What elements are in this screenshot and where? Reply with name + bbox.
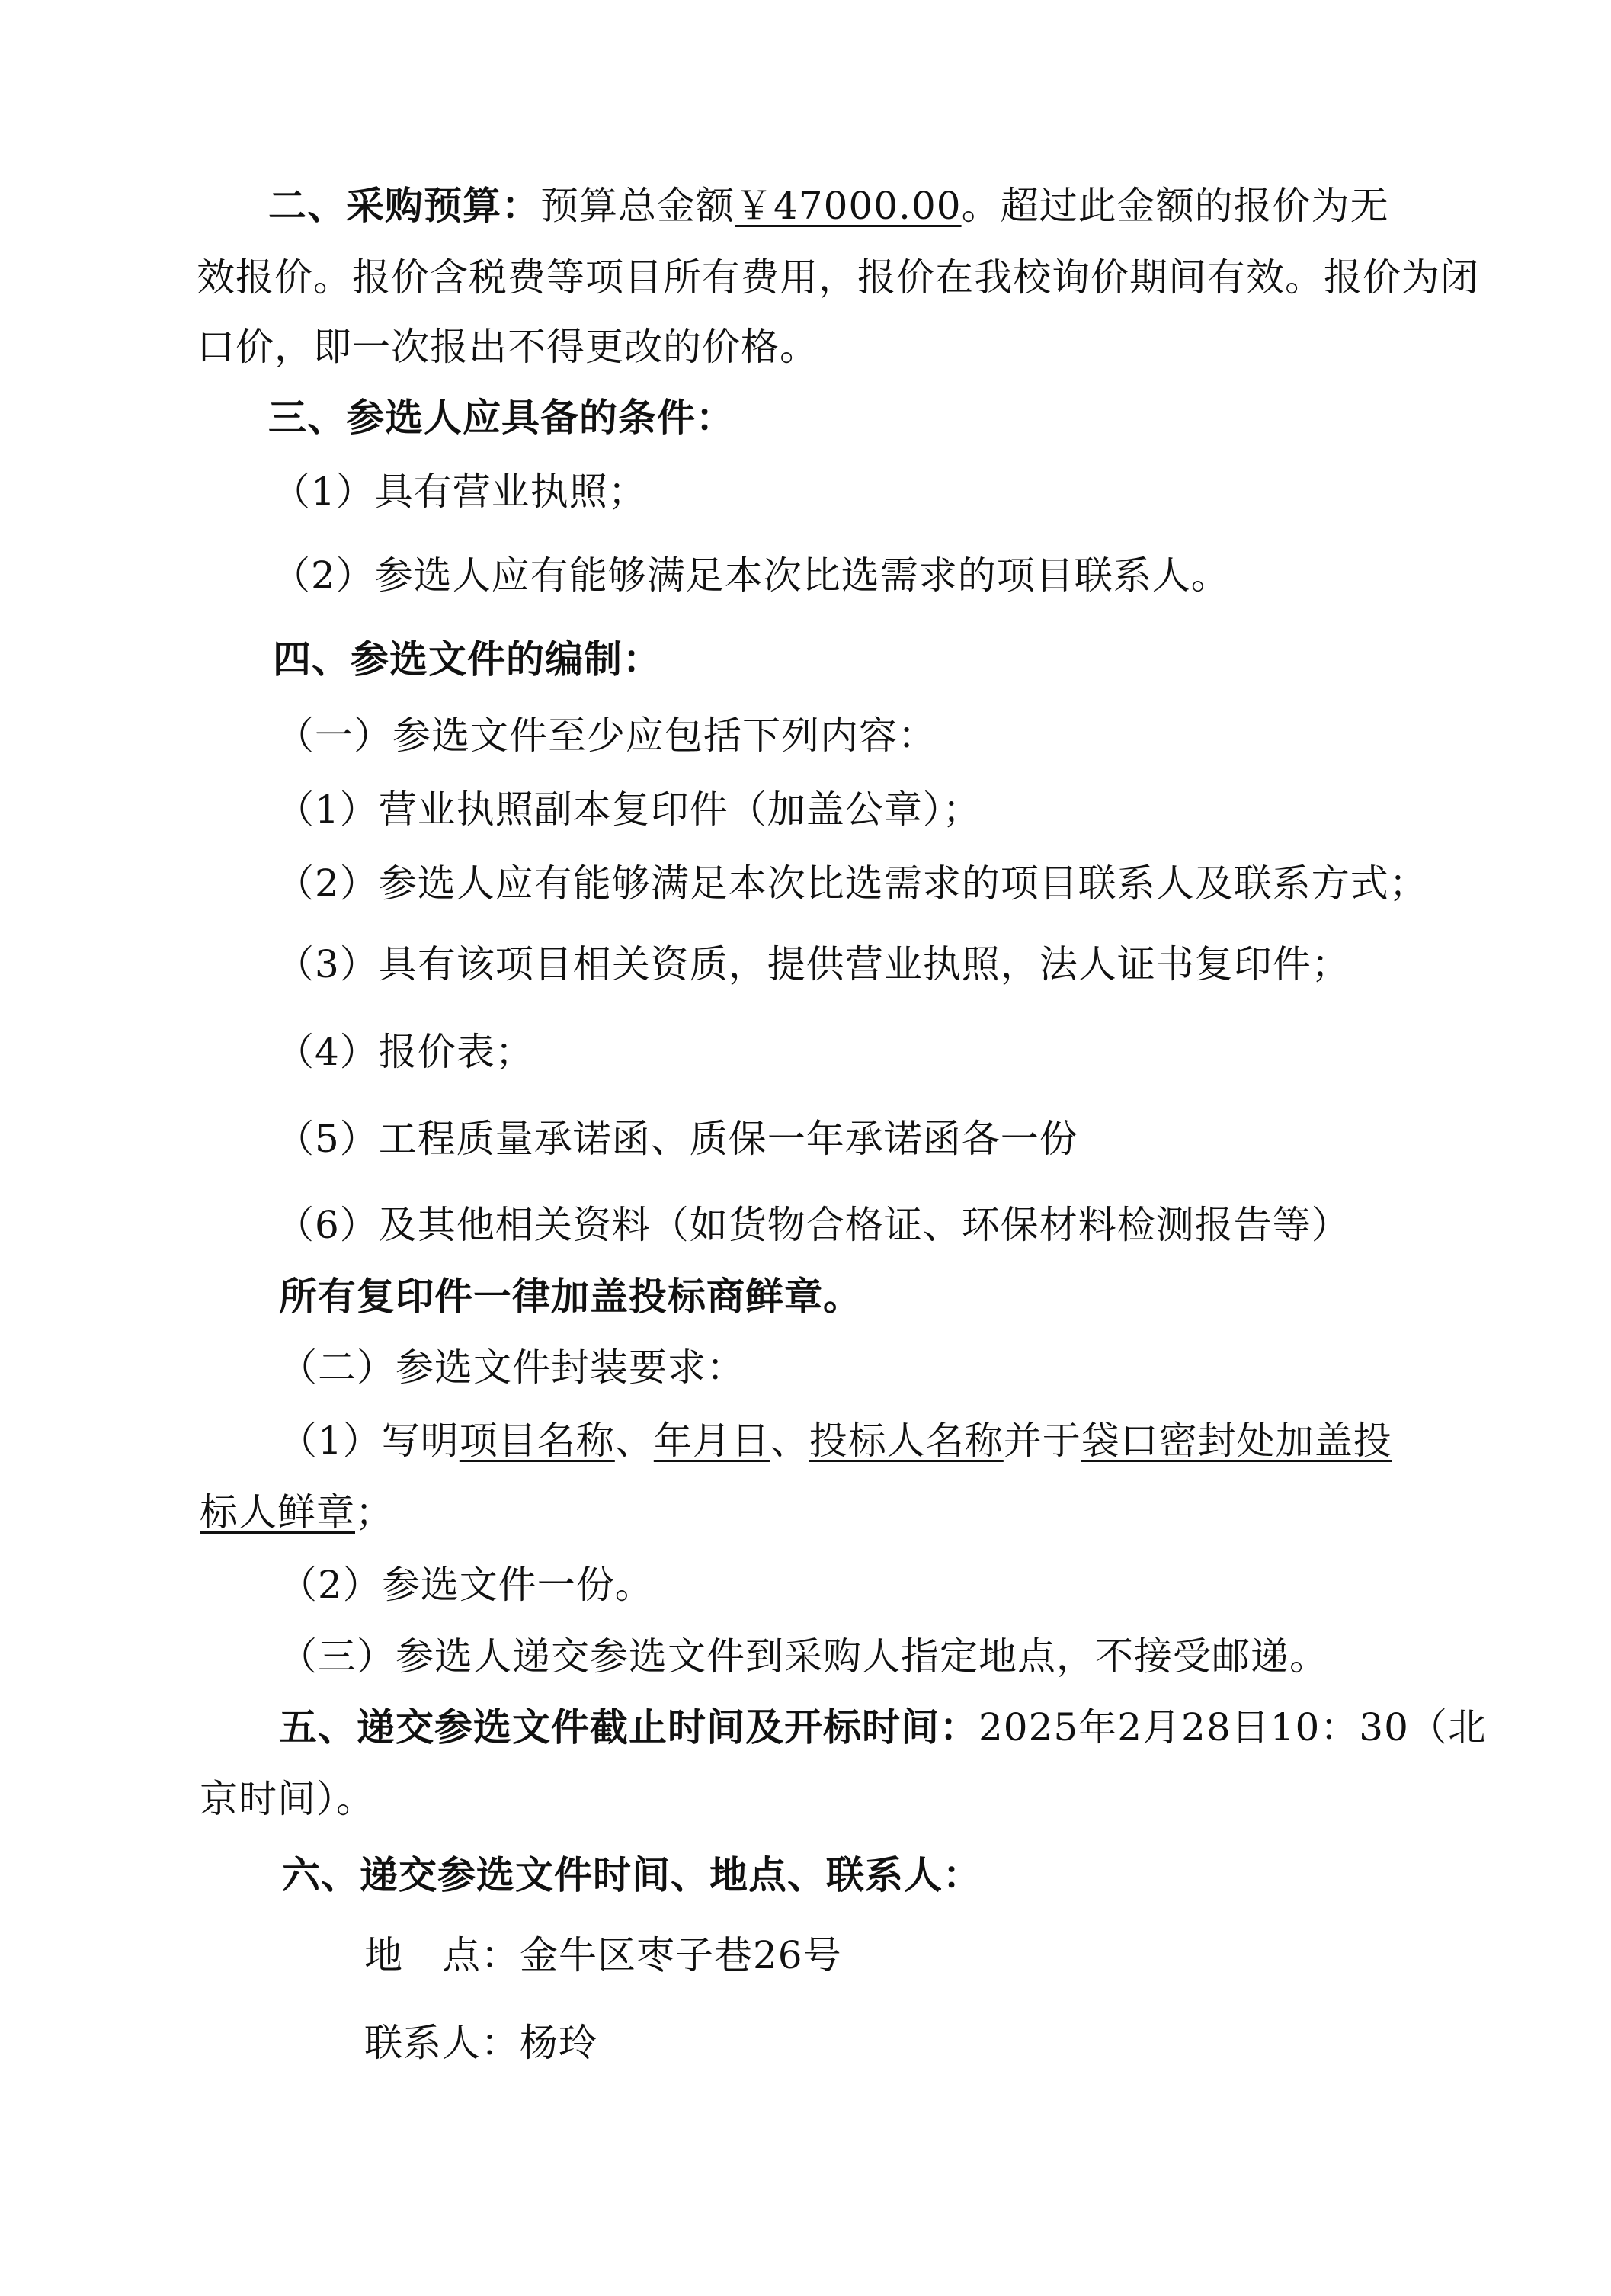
req1-project-name: 项目名称 [459,1419,615,1463]
req1-seal-b: 标人鲜章 [200,1490,355,1534]
section4-req1-line2 [200,1486,394,1539]
section4-req2: （2）参选文件一份。 [279,1563,654,1607]
req1-and: 并于 [1003,1419,1081,1463]
section4-note: 所有复印件一律加盖投标商鲜章。 [279,1274,862,1319]
section4-heading: 四、参选文件的编制： [273,637,661,681]
section5-heading: 五、递交参选文件截止时间及开标时间： [279,1704,978,1749]
section5-line2: 京时间）。 [200,1777,375,1821]
section6-heading: 六、递交参选文件时间、地点、联系人： [282,1852,982,1897]
deadline-text: 2025年2月28日10：30（北 [978,1705,1487,1749]
budget-text-cont: 。超过此金额的报价为无 [961,184,1389,228]
section4-sub1: （一）参选文件至少应包括下列内容： [276,713,937,758]
section5-line1 [279,1701,1487,1754]
section4-sub3: （三）参选人递交参选文件到采购人指定地点，不接受邮递。 [279,1634,1328,1679]
section4-item2: （2）参选人应有能够满足本次比选需求的项目联系人及联系方式； [276,861,1428,906]
req1-sep1: 、 [614,1419,654,1463]
section4-item5: （5）工程质量承诺函、质保一年承诺函各一份 [276,1117,1078,1161]
budget-amount: ￥47000.00 [735,184,962,228]
section2-line1 [268,179,1389,232]
req1-date: 年月日 [653,1419,770,1463]
req1-bidder-name: 投标人名称 [809,1419,1004,1463]
section3-heading: 三、参选人应具备的条件： [268,395,735,440]
section4-item3: （3）具有该项目相关资质，提供营业执照，法人证书复印件； [276,942,1350,986]
section4-item4: （4）报价表； [276,1030,534,1074]
section4-sub2: （二）参选文件封装要求： [279,1345,745,1390]
section4-req1-line1 [279,1414,1392,1467]
section6-location: 地 点：金牛区枣子巷26号 [364,1933,842,1977]
req1-prefix: （1）写明 [279,1419,460,1463]
req1-sep2: 、 [770,1419,809,1463]
section3-item1: （1）具有营业执照； [272,470,647,514]
req1-end: ； [355,1490,394,1534]
budget-text: 预算总金额 [540,184,735,228]
section2-line3: 口价，即一次报出不得更改的价格。 [197,325,818,369]
section2-heading: 二、采购预算： [268,183,540,228]
req1-seal-a: 袋口密封处加盖投 [1081,1419,1392,1463]
section2-line2: 效报价。报价含税费等项目所有费用，报价在我校询价期间有效。报价为闭 [197,255,1479,300]
section6-contact: 联系人：杨玲 [364,2021,597,2065]
section4-item6: （6）及其他相关资料（如货物合格证、环保材料检测报告等） [276,1203,1350,1247]
section3-item2: （2）参选人应有能够满足本次比选需求的项目联系人。 [272,553,1230,598]
section4-item1: （1）营业执照副本复印件（加盖公章）； [276,787,982,832]
